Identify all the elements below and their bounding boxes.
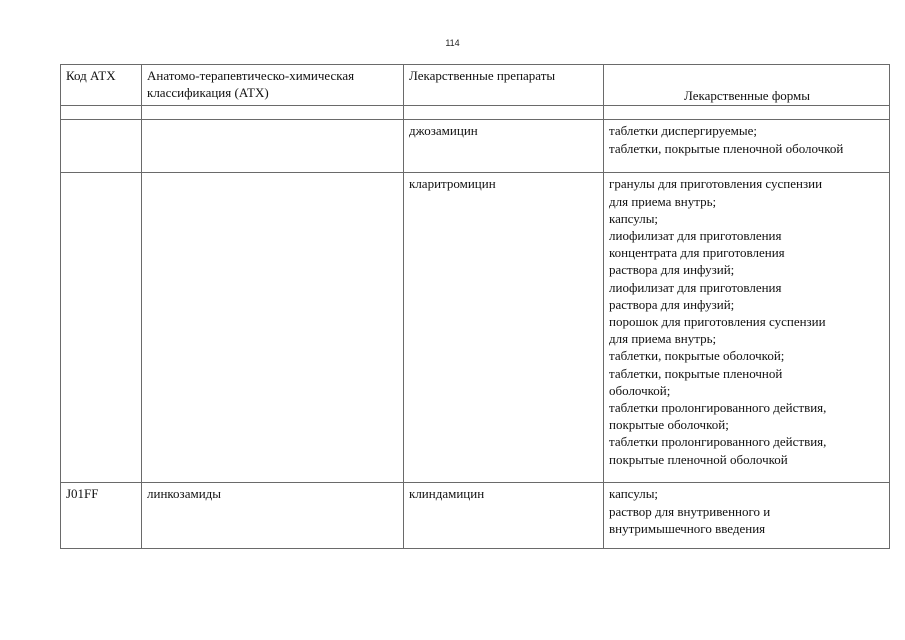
atx-code-cell: J01FF xyxy=(61,483,142,549)
dosage-forms-cell: капсулы; раствор для внутривенного и внутримышечного введения xyxy=(604,483,890,549)
header-dosage-forms: Лекарственные формы xyxy=(604,65,890,106)
drug-cell: клиндамицин xyxy=(404,483,604,549)
header-atx-classification: Анатомо-терапевтическо-химическая классификация (АТХ) xyxy=(142,65,404,106)
table-row xyxy=(61,173,890,483)
spacer-cell xyxy=(604,106,890,120)
table-header-row xyxy=(61,65,890,106)
dosage-forms-cell: таблетки диспергируемые; таблетки, покрытые пленочной оболочкой xyxy=(604,120,890,173)
spacer-cell xyxy=(142,106,404,120)
spacer-cell xyxy=(61,106,142,120)
classification-cell xyxy=(142,173,404,483)
dosage-forms-cell: гранулы для приготовления суспензии для приема внутрь; капсулы; лиофилизат для приготовления концентрата для приготовления раствора для инфузий; лиофилизат для приготовления раствора для инфузий; порошок для приготовления суспензии для приема внутрь; таблетки, покрытые оболочкой; таблетки, покрытые пленочной оболочкой; таблетки пролонгированного действия, покрытые оболочкой; таблетки пролонгированного действия, покрытые пленочной оболочкой xyxy=(604,173,890,483)
drug-cell: кларитромицин xyxy=(404,173,604,483)
header-spacer-row xyxy=(61,106,890,120)
header-drugs: Лекарственные препараты xyxy=(404,65,604,106)
table-row xyxy=(61,120,890,173)
atx-drug-table xyxy=(60,64,890,549)
classification-cell xyxy=(142,120,404,173)
spacer-cell xyxy=(404,106,604,120)
page-number: 114 xyxy=(445,38,460,48)
atx-code-cell xyxy=(61,120,142,173)
header-atx-code: Код АТХ xyxy=(61,65,142,106)
classification-cell: линкозамиды xyxy=(142,483,404,549)
atx-code-cell xyxy=(61,173,142,483)
drug-cell: джозамицин xyxy=(404,120,604,173)
table-row xyxy=(61,483,890,549)
